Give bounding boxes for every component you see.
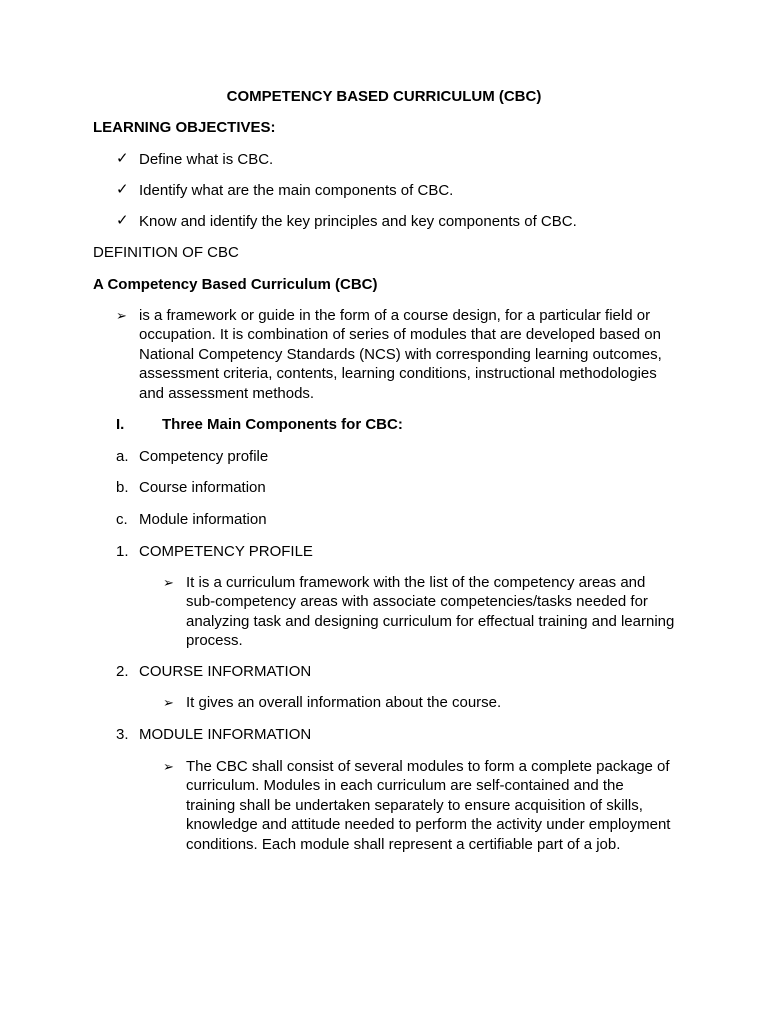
document-title: COMPETENCY BASED CURRICULUM (CBC) (226, 88, 542, 105)
list-marker: b. (116, 479, 129, 496)
check-icon: ✓ (116, 212, 129, 229)
detail-heading: COURSE INFORMATION (139, 663, 312, 680)
list-marker: 1. (116, 543, 129, 560)
cbc-heading: A Competency Based Curriculum (CBC) (93, 276, 378, 293)
list-marker: 3. (116, 726, 129, 743)
section-heading: Three Main Components for CBC: (162, 416, 403, 433)
objective-item: Identify what are the main components of CBC. (139, 182, 454, 199)
detail-text: It gives an overall information about the course. (186, 694, 502, 711)
component-item: Course information (139, 479, 266, 496)
objective-item: Define what is CBC. (139, 151, 274, 168)
section-number: I. (116, 416, 125, 433)
arrow-bullet-icon: ➢ (163, 759, 174, 774)
detail-text: It is a curriculum framework with the list of the competency areas and sub-competency areas with associate competencies/tasks needed for analyzing task and designing curriculum for effectual training and learning process. (186, 574, 675, 650)
detail-heading: MODULE INFORMATION (139, 726, 312, 743)
definition-heading: DEFINITION OF CBC (93, 244, 239, 261)
objective-item: Know and identify the key principles and key components of CBC. (139, 213, 577, 230)
list-marker: c. (116, 511, 128, 528)
component-item: Competency profile (139, 448, 269, 465)
arrow-bullet-icon: ➢ (163, 695, 174, 710)
cbc-definition-text: is a framework or guide in the form of a course design, for a particular field or occupation. It is combination of series of modules that are developed based on National Competency Standards (NCS) with corresponding learning outcomes, assessment criteria, contents, learning conditions, instructional methodologies and assessment methods. (139, 307, 662, 402)
list-marker: a. (116, 448, 129, 465)
arrow-bullet-icon: ➢ (116, 308, 127, 323)
objectives-heading: LEARNING OBJECTIVES: (93, 119, 276, 136)
component-item: Module information (139, 511, 267, 528)
detail-text: The CBC shall consist of several modules to form a complete package of curriculum. Modules in each curriculum are self-contained and the training shall be undertaken separately to ensure acquisition of skills, knowledge and attitude needed to perform the activity under employment conditions. Each module shall represent a certifiable part of a job. (186, 758, 671, 853)
check-icon: ✓ (116, 181, 129, 198)
list-marker: 2. (116, 663, 129, 680)
detail-heading: COMPETENCY PROFILE (139, 543, 313, 560)
check-icon: ✓ (116, 150, 129, 167)
arrow-bullet-icon: ➢ (163, 575, 174, 590)
